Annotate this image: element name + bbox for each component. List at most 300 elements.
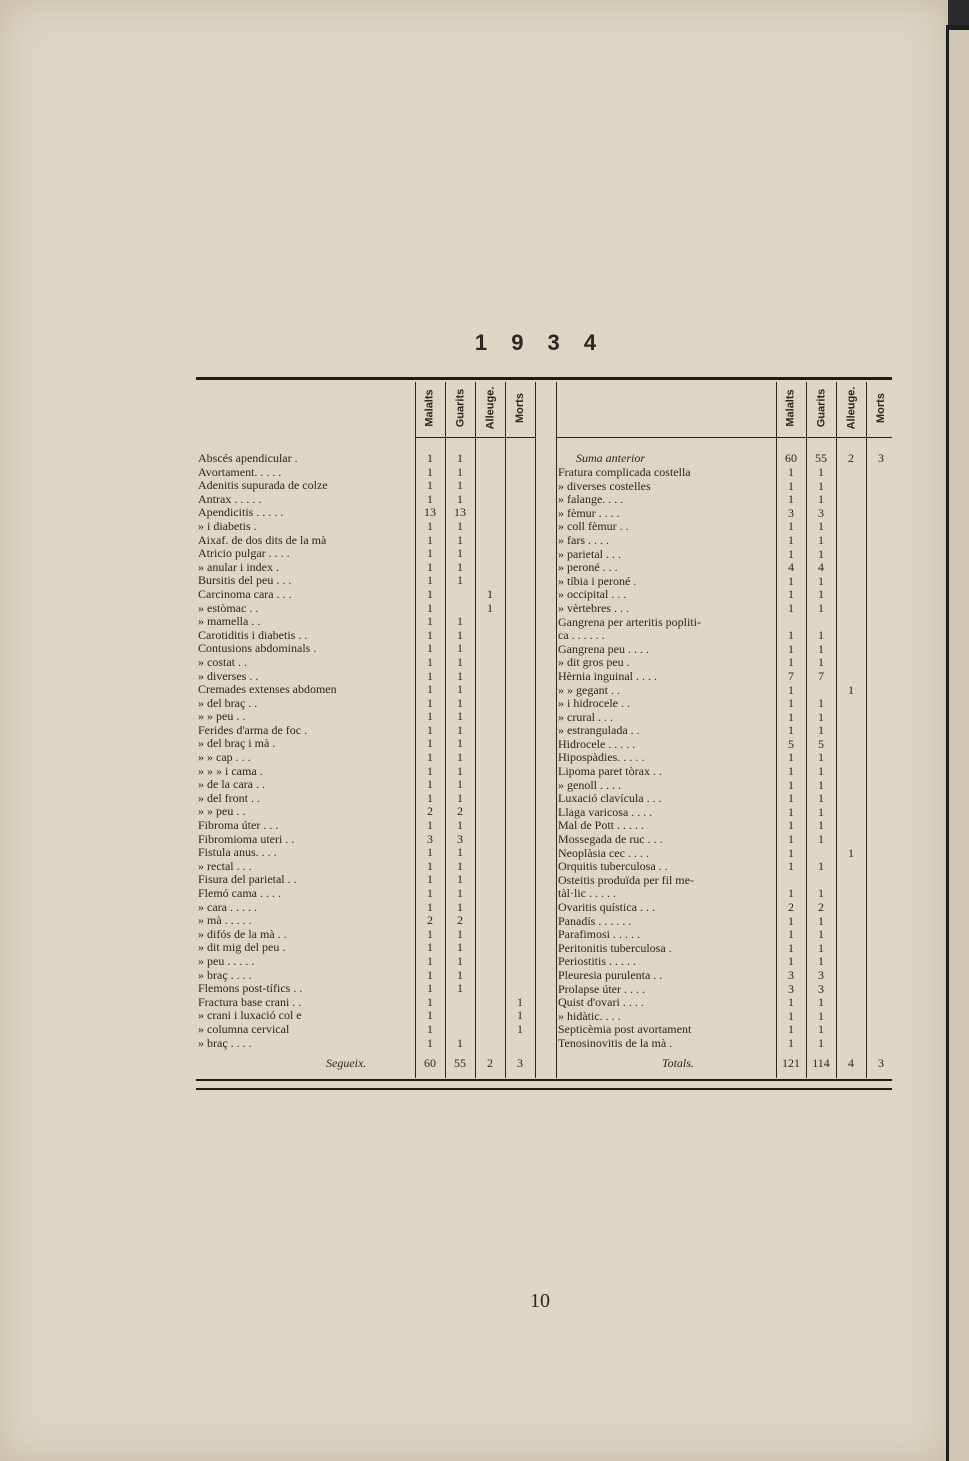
- cell: 1: [788, 777, 794, 792]
- cell: 2: [788, 900, 794, 914]
- table-row: [198, 602, 538, 616]
- table-row: [198, 928, 538, 942]
- row-label: » del braç i mà .: [198, 737, 276, 751]
- cell: 13: [424, 505, 436, 520]
- cell: 1: [457, 695, 463, 710]
- cell: 1: [788, 804, 794, 819]
- table-row: [198, 996, 538, 1010]
- cell: 5: [788, 736, 794, 751]
- cell: 1: [818, 1008, 824, 1023]
- cell: 1: [818, 954, 824, 969]
- table-row: [558, 751, 892, 765]
- cell: 1: [457, 518, 463, 533]
- cell: 1: [818, 804, 824, 819]
- cell: 1: [457, 953, 463, 968]
- table-row: [558, 779, 892, 793]
- cell: 1: [517, 1021, 523, 1036]
- cell: 1: [427, 750, 433, 765]
- cell: 1: [427, 926, 433, 941]
- cell: 1: [457, 858, 463, 873]
- cell: 1: [427, 1035, 433, 1050]
- cell: 60: [424, 1056, 436, 1070]
- row-label: Fractura base crani . .: [198, 995, 302, 1009]
- cell: 13: [454, 505, 466, 520]
- row-label: Parafimosi . . . . .: [558, 928, 640, 942]
- table-row: [558, 942, 892, 956]
- table-row: [198, 982, 538, 996]
- cell: 1: [818, 764, 824, 779]
- row-label: Fistula anus. . . .: [198, 846, 277, 860]
- cell: 1: [457, 491, 463, 506]
- row-label: » peroné . . .: [558, 561, 618, 575]
- table-row: [198, 914, 538, 928]
- table-row: [558, 887, 892, 901]
- table-row: [558, 969, 892, 983]
- cell: 4: [848, 1056, 854, 1070]
- row-label: Avortament. . . . .: [198, 465, 282, 479]
- row-label: Pleuresia purulenta . .: [558, 968, 663, 982]
- row-label: Adenitis supurada de colze: [198, 479, 328, 493]
- cell: 1: [427, 654, 433, 669]
- cell: 121: [782, 1056, 800, 1070]
- cell: 1: [457, 736, 463, 751]
- cell: 3: [517, 1056, 523, 1070]
- cell: 1: [818, 777, 824, 792]
- cell: 1: [427, 790, 433, 805]
- cell: 1: [457, 777, 463, 792]
- row-label: Cremades extenses abdomen: [198, 683, 337, 697]
- table-row: [558, 724, 892, 738]
- table-row: [198, 941, 538, 955]
- table-row: [198, 805, 538, 819]
- row-label: Osteitis produïda per fil me-: [558, 873, 694, 887]
- cell: 1: [427, 559, 433, 574]
- row-label: » parietal . . .: [558, 547, 621, 561]
- cell: 3: [788, 981, 794, 996]
- cell: 1: [818, 465, 824, 479]
- cell: 1: [788, 995, 794, 1010]
- table-row: [198, 697, 538, 711]
- row-label: » crani i luxació col e: [198, 1009, 302, 1023]
- cell: 1: [457, 886, 463, 900]
- table-row: [558, 765, 892, 779]
- cell: 1: [788, 465, 794, 479]
- cell: 1: [818, 641, 824, 656]
- cell: 1: [457, 641, 463, 656]
- cell: 1: [788, 927, 794, 942]
- row-label: Antrax . . . . .: [198, 492, 262, 506]
- table-row: [198, 683, 538, 697]
- cell: 1: [457, 668, 463, 683]
- cell: 1: [788, 1022, 794, 1037]
- table-row: [558, 480, 892, 494]
- row-label: » » peu . .: [198, 805, 246, 819]
- table-row: [558, 643, 892, 657]
- row-label: » braç . . . .: [198, 968, 252, 982]
- cell: 1: [818, 600, 824, 615]
- cell: 1: [427, 451, 433, 465]
- cell: 1: [457, 926, 463, 941]
- right-carry-forward-row: [558, 450, 892, 466]
- cell: 1: [788, 709, 794, 724]
- cell: 1: [427, 899, 433, 914]
- row-label: Fratura complicada costella: [558, 466, 691, 479]
- cell: 3: [427, 831, 433, 846]
- table-row: [198, 887, 538, 901]
- header-malalts-right: Malalts: [785, 389, 798, 427]
- cell: 1: [818, 492, 824, 507]
- cell: 1: [427, 736, 433, 751]
- cell: 3: [878, 1056, 884, 1070]
- row-label: Contusions abdominals .: [198, 642, 317, 656]
- table-row: [558, 493, 892, 507]
- cell: 5: [818, 736, 824, 751]
- row-label: ca . . . . . .: [558, 629, 605, 643]
- table-row: [198, 873, 538, 887]
- cell: 3: [878, 451, 884, 465]
- table-row: [198, 506, 538, 520]
- cell: 1: [788, 519, 794, 534]
- row-label: » vèrtebres . . .: [558, 601, 629, 615]
- cell: 1: [427, 641, 433, 656]
- cell: 1: [788, 682, 794, 697]
- cell: 7: [818, 668, 824, 683]
- cell: 1: [788, 641, 794, 656]
- table-row: [558, 847, 892, 861]
- cell: 4: [818, 560, 824, 575]
- row-label: » del braç . .: [198, 696, 258, 710]
- cell: 1: [517, 1008, 523, 1023]
- table-row: [198, 479, 538, 493]
- cell: 1: [818, 573, 824, 588]
- col-divider: [556, 382, 557, 1078]
- table-row: [198, 670, 538, 684]
- table-row: [558, 697, 892, 711]
- cell: 1: [427, 478, 433, 493]
- table-row: [558, 520, 892, 534]
- row-label: » » » i cama .: [198, 764, 263, 778]
- row-label: » » peu . .: [198, 710, 246, 724]
- cell: 1: [457, 872, 463, 887]
- cell: 1: [788, 587, 794, 602]
- cell: 1: [427, 532, 433, 547]
- left-totals-row: [198, 1055, 538, 1071]
- cell: 1: [427, 981, 433, 996]
- row-label: Septicèmia post avortament: [558, 1023, 692, 1037]
- row-label: » del front . .: [198, 791, 260, 805]
- table-row: [198, 547, 538, 561]
- cell: 1: [427, 668, 433, 683]
- table-row: [198, 588, 538, 602]
- right-table: [558, 466, 892, 1051]
- cell: 1: [457, 790, 463, 805]
- table-row: [558, 575, 892, 589]
- table-row: [558, 629, 892, 643]
- row-label: Orquitis tuberculosa . .: [558, 860, 668, 874]
- cell: 1: [427, 722, 433, 737]
- table-row: [558, 792, 892, 806]
- table-row: [558, 670, 892, 684]
- cell: 2: [848, 451, 854, 465]
- table-row: [558, 1037, 892, 1051]
- cell: 1: [818, 628, 824, 643]
- table-row: [558, 616, 892, 630]
- row-label: » peu . . . . .: [198, 954, 255, 968]
- row-label: Mossegada de ruc . . .: [558, 833, 663, 847]
- table-row: [198, 1037, 538, 1051]
- cell: 2: [818, 900, 824, 914]
- row-label: » fèmur . . . .: [558, 506, 620, 520]
- row-label: » costat . .: [198, 655, 247, 669]
- row-label: » anular i index .: [198, 560, 279, 574]
- row-label: » » cap . . .: [198, 751, 251, 765]
- cell: 2: [487, 1056, 493, 1070]
- row-label: » columna cervical: [198, 1022, 290, 1036]
- table-row: [198, 642, 538, 656]
- cell: 1: [788, 859, 794, 874]
- cell: 1: [788, 954, 794, 969]
- cell: 1: [457, 614, 463, 629]
- header-morts-left: Morts: [513, 393, 526, 423]
- cell: 1: [457, 654, 463, 669]
- cell: 3: [788, 967, 794, 982]
- table-row: [198, 955, 538, 969]
- row-label: Prolapse úter . . . .: [558, 982, 645, 996]
- table-row: [198, 493, 538, 507]
- table-row: [558, 983, 892, 997]
- row-label: » braç . . . .: [198, 1036, 252, 1050]
- table-row: [198, 466, 538, 480]
- cell: 1: [427, 1021, 433, 1036]
- row-label: Gangrena per arteritis popliti-: [558, 615, 701, 629]
- cell: 1: [788, 573, 794, 588]
- table-row: [198, 629, 538, 643]
- cell: 1: [788, 1008, 794, 1023]
- cell: 1: [427, 858, 433, 873]
- row-label: » dit mig del peu .: [198, 941, 286, 955]
- header-guarits-left: Guarits: [454, 388, 467, 428]
- row-label: » tíbia i peroné .: [558, 574, 637, 588]
- cell: 55: [815, 451, 827, 465]
- cell: 114: [812, 1056, 830, 1070]
- table-row: [198, 574, 538, 588]
- row-label: Carotiditis i diabetis . .: [198, 628, 308, 642]
- cell: 1: [788, 818, 794, 833]
- cell: 1: [427, 777, 433, 792]
- row-label: » coll fèmur . .: [558, 520, 629, 534]
- table-row: [558, 548, 892, 562]
- table-row: [198, 1023, 538, 1037]
- cell: 1: [487, 586, 493, 601]
- right-totals-row: [558, 1055, 892, 1071]
- cell: 1: [457, 981, 463, 996]
- cell: 1: [788, 845, 794, 860]
- row-label: » diverses costelles: [558, 479, 651, 493]
- table-row: [558, 860, 892, 874]
- row-label: Fisura del parietal . .: [198, 873, 297, 887]
- table-row: [558, 1023, 892, 1037]
- row-label: » estòmac . .: [198, 601, 259, 615]
- top-rule: [196, 377, 892, 380]
- cell: 1: [427, 573, 433, 588]
- cell: 1: [457, 546, 463, 561]
- cell: 1: [487, 600, 493, 615]
- row-label: Lipoma paret tòrax . .: [558, 765, 662, 779]
- cell: 55: [454, 1056, 466, 1070]
- table-row: [198, 860, 538, 874]
- table-row: [558, 874, 892, 888]
- cell: 1: [788, 655, 794, 670]
- table-row: [198, 656, 538, 670]
- cell: 1: [427, 709, 433, 724]
- cell: 2: [457, 913, 463, 928]
- row-label: Tenosinovitis de la mà .: [558, 1036, 673, 1050]
- row-label: Hèrnia inguinal . . . .: [558, 669, 657, 683]
- next-page-edge: [949, 30, 969, 1461]
- cell: 1: [788, 791, 794, 806]
- cell: 1: [457, 940, 463, 955]
- left-table: [198, 452, 538, 1050]
- cell: 1: [457, 967, 463, 982]
- cell: 1: [427, 695, 433, 710]
- table-row: [198, 765, 538, 779]
- cell: 1: [427, 464, 433, 479]
- table-row: [558, 928, 892, 942]
- header-malalts-left: Malalts: [424, 389, 437, 427]
- row-label: » diverses . .: [198, 669, 259, 683]
- row-label: Bursitis del peu . . .: [198, 574, 292, 588]
- cell: 1: [818, 818, 824, 833]
- cell: 1: [427, 546, 433, 561]
- table-row: [198, 561, 538, 575]
- table-row: [558, 901, 892, 915]
- cell: 1: [457, 532, 463, 547]
- cell: 1: [427, 967, 433, 982]
- cell: 1: [427, 818, 433, 833]
- table-row: [558, 561, 892, 575]
- row-label: » difós de la mà . .: [198, 927, 287, 941]
- cell: 1: [427, 994, 433, 1009]
- row-label: Flemons post-tífics . .: [198, 982, 303, 996]
- cell: 1: [427, 886, 433, 900]
- row-label: Ferides d'arma de foc .: [198, 723, 308, 737]
- table-row: [558, 507, 892, 521]
- cell: 60: [785, 451, 797, 465]
- cell: 1: [427, 845, 433, 860]
- cell: 1: [788, 723, 794, 738]
- row-label: » occipital . . .: [558, 588, 627, 602]
- row-label: Quist d'ovari . . . .: [558, 996, 644, 1010]
- table-row: [198, 737, 538, 751]
- cell: 1: [427, 682, 433, 697]
- cell: 1: [427, 763, 433, 778]
- table-row: [558, 656, 892, 670]
- cell: 1: [788, 940, 794, 955]
- cell: 1: [818, 478, 824, 493]
- cell: 1: [848, 682, 854, 697]
- table-row: [558, 738, 892, 752]
- cell: 1: [788, 1035, 794, 1050]
- cell: 1: [818, 913, 824, 928]
- row-label: » i hidrocele . .: [558, 697, 630, 711]
- cell: 3: [818, 967, 824, 982]
- row-label: » estrangulada . .: [558, 724, 640, 738]
- row-label: Carcinoma cara . . .: [198, 587, 292, 601]
- cell: 1: [788, 600, 794, 615]
- cell: 1: [788, 764, 794, 779]
- table-row: [198, 792, 538, 806]
- cell: 1: [848, 845, 854, 860]
- cell: 1: [818, 995, 824, 1010]
- row-label: Mal de Pott . . . . .: [558, 819, 644, 833]
- cell: 1: [457, 559, 463, 574]
- cell: 1: [427, 1008, 433, 1023]
- row-label: Luxació clavícula . . .: [558, 792, 662, 806]
- row-label: Aixaf. de dos dits de la mà: [198, 533, 327, 547]
- cell: 1: [818, 723, 824, 738]
- table-row: [198, 724, 538, 738]
- cell: 1: [788, 532, 794, 547]
- row-label: Apendicitis . . . . .: [198, 506, 284, 520]
- table-row: [558, 711, 892, 725]
- row-label: Hipospàdies. . . . .: [558, 751, 645, 765]
- row-label: » » gegant . .: [558, 683, 620, 697]
- cell: 1: [427, 518, 433, 533]
- table-row: [558, 819, 892, 833]
- row-label: » hidàtic. . . .: [558, 1009, 621, 1023]
- cell: 1: [427, 586, 433, 601]
- cell: 1: [517, 994, 523, 1009]
- cell: 1: [818, 546, 824, 561]
- cell: 1: [818, 750, 824, 765]
- table-row: [558, 915, 892, 929]
- table-row: [198, 615, 538, 629]
- cell: 1: [457, 899, 463, 914]
- table-row: [558, 1010, 892, 1024]
- cell: 1: [788, 546, 794, 561]
- table-row: [198, 452, 538, 466]
- row-label: Neoplàsia cec . . . .: [558, 846, 649, 860]
- cell: 1: [457, 573, 463, 588]
- row-label: Gangrena peu . . . .: [558, 642, 649, 656]
- cell: 1: [427, 872, 433, 887]
- header-alleuge-left: Alleuge.: [484, 386, 497, 430]
- cell: 2: [457, 804, 463, 819]
- cell: 1: [457, 627, 463, 642]
- row-label: Llaga varicosa . . . .: [558, 805, 653, 819]
- header-morts-right: Morts: [874, 393, 887, 423]
- cell: 1: [788, 696, 794, 711]
- cell: 1: [788, 886, 794, 901]
- cell: 1: [457, 464, 463, 479]
- cell: 1: [457, 845, 463, 860]
- cell: 1: [788, 478, 794, 493]
- carry-forward-label: Suma anterior: [576, 451, 645, 465]
- cell: 1: [427, 940, 433, 955]
- row-label: » dit gros peu .: [558, 656, 630, 670]
- cell: 1: [818, 832, 824, 847]
- header-guarits-right: Guarits: [815, 388, 828, 428]
- table-row: [198, 969, 538, 983]
- cell: 1: [818, 587, 824, 602]
- row-label: » rectal . . .: [198, 859, 252, 873]
- bottom-rule-double: [196, 1088, 892, 1090]
- cell: 3: [818, 981, 824, 996]
- table-row: [198, 819, 538, 833]
- row-label: Fibroma úter . . .: [198, 819, 279, 833]
- cell: 1: [427, 491, 433, 506]
- cell: 2: [427, 913, 433, 928]
